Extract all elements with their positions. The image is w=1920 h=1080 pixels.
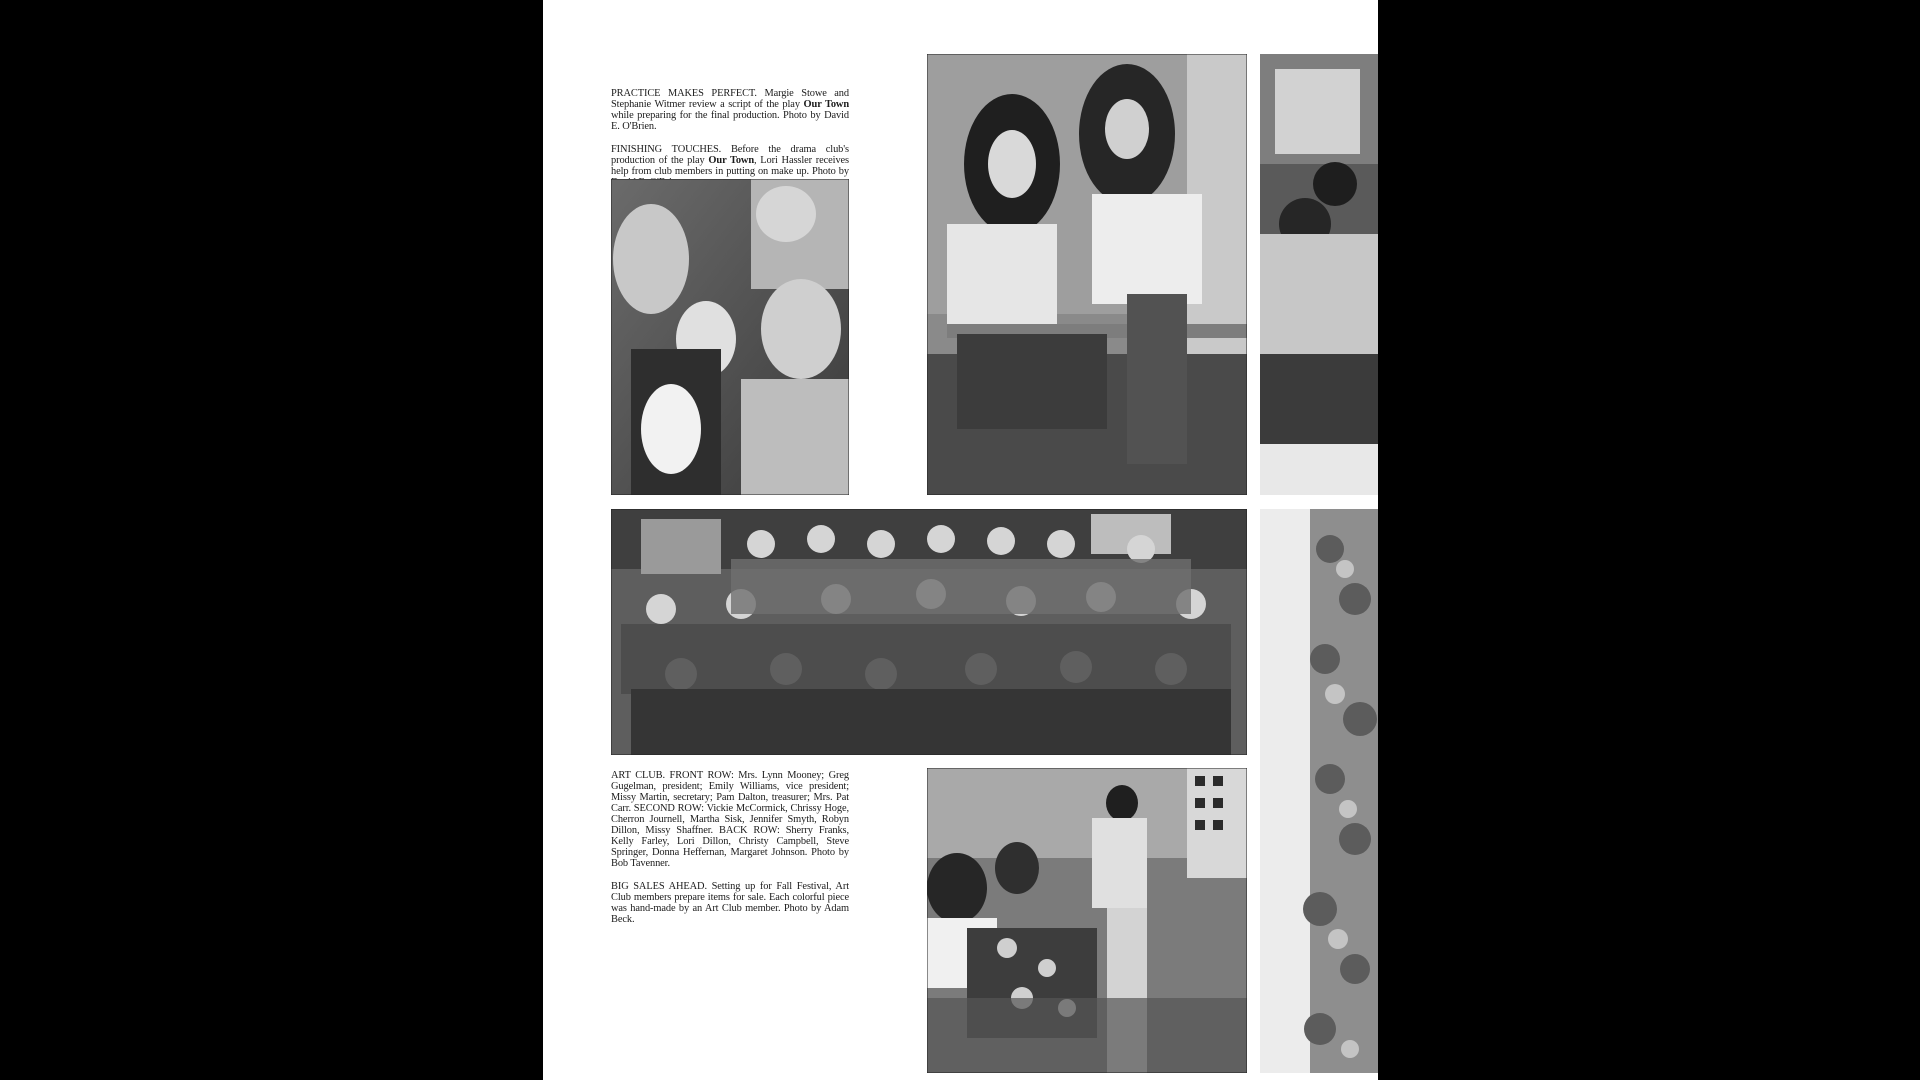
- photo-art-club-group: [611, 509, 1247, 755]
- photo-right-edge-top: [1260, 54, 1378, 495]
- photo-right-edge-bottom: [1260, 509, 1378, 1073]
- yearbook-page: [543, 0, 1378, 1080]
- caption-block-bottom: [611, 770, 849, 937]
- photo-finishing-touches: [611, 179, 849, 495]
- caption-finishing-touches: FINISHING TOUCHES. Before the drama club's production of the play Our Town, Lori Hassler receives help from club members in putting on make up. Photo by: [611, 144, 849, 177]
- caption-art-club: ART CLUB. FRONT ROW: Mrs. Lynn Mooney; Greg Gugelman, president; Emily Williams, vice president; Missy Martin, secretary; Pam Dalton, treasurer; Mrs. Pat Carr. SECOND ROW: Vickie McCormick, Chrissy Hoge, Cherron Journell, Martha Sisk, Jennifer Smyth, Robyn Dillon, Missy Shaffner. BACK ROW: Sherry Franks, Kelly Farley, Lori Dillon, Christy Campbell, Steve Springer, Donna Heffernan, Margaret Johnson. Photo by Bob Tavenner.: [611, 770, 849, 869]
- caption-practice-makes-perfect: PRACTICE MAKES PERFECT. Margie Stowe and Stephanie Witmer review a script of the play Our Town while preparing for the final production. Photo by David E. O'Brien.: [611, 88, 849, 132]
- photo-big-sales-ahead: [927, 768, 1247, 1073]
- photo-practice-makes-perfect: [927, 54, 1247, 495]
- caption-big-sales-ahead: BIG SALES AHEAD. Setting up for Fall Festival, Art Club members prepare items for sale. Each colorful piece was hand-made by an Art Club member. Photo by Adam Beck.: [611, 881, 849, 925]
